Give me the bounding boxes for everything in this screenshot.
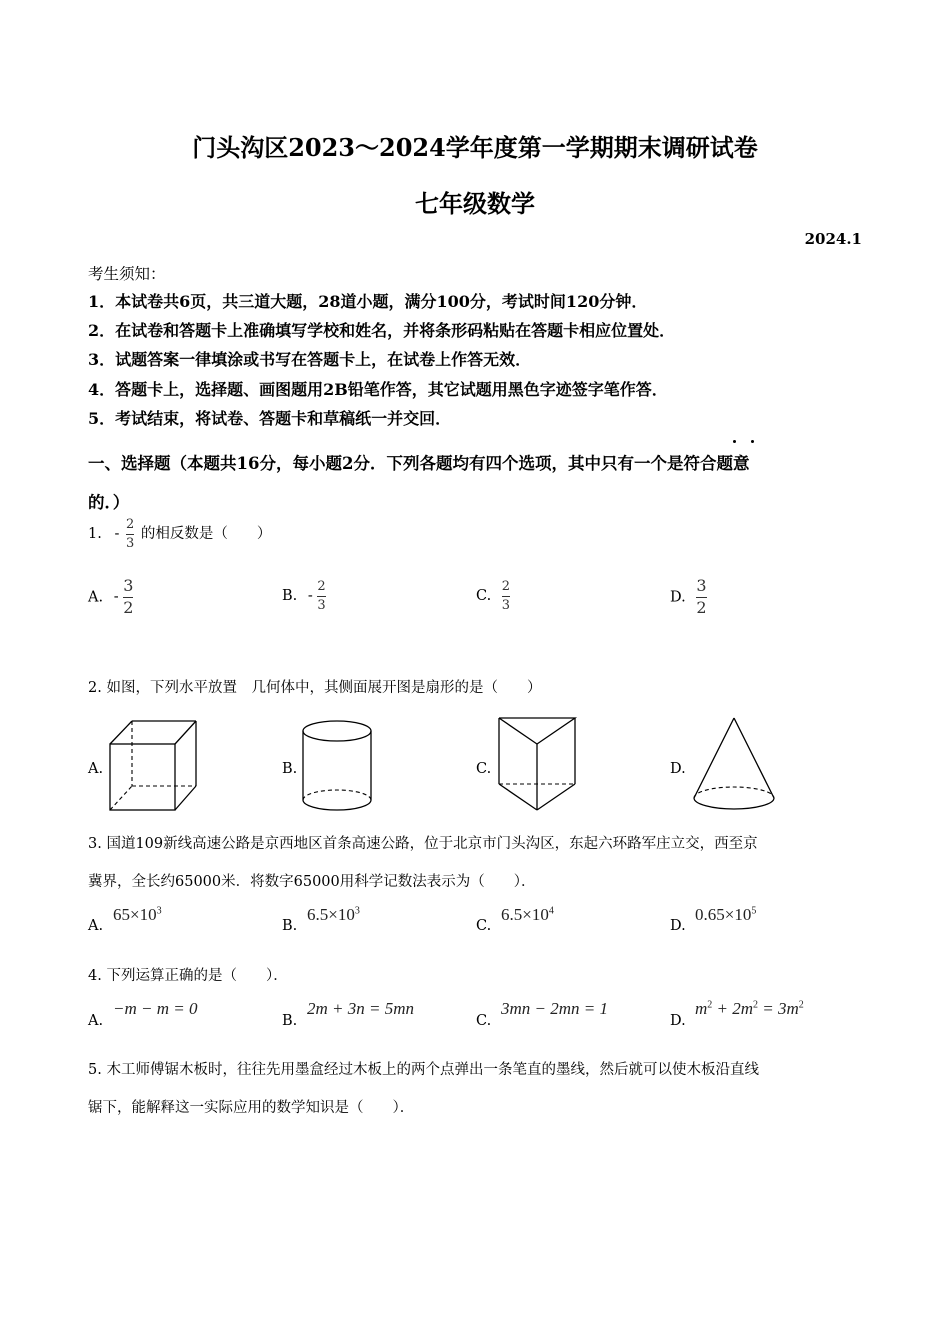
emphasis-dot — [751, 440, 754, 443]
notice-item: 5．考试结束，将试卷、答题卡和草稿纸一并交回． — [88, 409, 452, 428]
q4-option-b-expr: 2m + 3n = 5mn — [307, 999, 414, 1018]
q3-option-a-expr: $65\times 10^3$ — [113, 905, 162, 924]
cube-figure — [108, 718, 198, 813]
question-stem: 的相反数是（ ） — [140, 526, 272, 543]
notice-item: 1．本试卷共6页，共三道大题，28道小题，满分100分，考试时间120分钟． — [88, 292, 648, 311]
q2-option-a-label[interactable]: A. — [88, 761, 104, 777]
q4-option-c-label[interactable]: C. — [476, 1013, 492, 1029]
fraction: $\frac{3}{2}$ — [123, 576, 134, 617]
exam-subtitle: 七年级数学 — [415, 189, 535, 218]
minus-sign: - — [114, 526, 120, 543]
q1-option-d[interactable]: D. $\frac{3}{2}$ — [670, 576, 707, 617]
q3-option-c-label[interactable]: C. — [476, 918, 492, 934]
q3-option-d-expr: $0.65\times 10^5$ — [695, 905, 757, 924]
fraction: $\frac{2}{3}$ — [125, 517, 135, 551]
q4-option-a-label[interactable]: A. — [88, 1013, 104, 1029]
notice-item: 3．试题答案一律填涂或书写在答题卡上，在试卷上作答无效． — [88, 350, 532, 369]
notice-item: 2．在试卷和答题卡上准确填写学校和姓名，并将条形码粘贴在答题卡相应位置处． — [88, 321, 676, 340]
fraction: $\frac{2}{3}$ — [317, 579, 326, 613]
q2-option-c-label[interactable]: C. — [476, 761, 492, 777]
q3-option-c-expr: $6.5\times 10^4$ — [501, 905, 554, 924]
question-3-cont: 冀界，全长约65000米．将数字65000用科学记数法表示为（ ）． — [88, 874, 536, 890]
emphasis-dot — [733, 440, 736, 443]
notice-heading: 考生须知： — [88, 265, 166, 283]
question-4: 4. 下列运算正确的是（ ）． — [88, 968, 288, 984]
question-number: 1. — [88, 526, 102, 543]
q1-option-b[interactable]: B. - $\frac{2}{3}$ — [282, 579, 326, 613]
q4-option-d-label[interactable]: D. — [670, 1013, 686, 1029]
question-1 — [88, 518, 271, 550]
exam-date: 2024.1 — [804, 230, 862, 248]
q3-option-d-label[interactable]: D. — [670, 918, 686, 934]
question-5: 5. 木工师傅锯木板时，往往先用墨盒经过木板上的两个点弹出一条笔直的墨线，然后就可以使木板沿直线 — [88, 1062, 759, 1078]
q4-option-d-expr: $m^2 + 2m^2 = 3m^2$ — [695, 999, 804, 1018]
q3-option-b-label[interactable]: B. — [282, 918, 298, 934]
q3-option-a-label[interactable]: A. — [88, 918, 104, 934]
q3-option-b-expr: $6.5\times 10^3$ — [307, 905, 360, 924]
q2-option-d-label[interactable]: D. — [670, 761, 686, 777]
cone-figure — [692, 716, 776, 812]
question-5-cont: 锯下，能解释这一实际应用的数学知识是（ ）． — [88, 1100, 415, 1116]
question-2: 2. 如图，下列水平放置 几何体中，其侧面展开图是扇形的是（ ） — [88, 680, 542, 696]
exam-title: 门头沟区2023～2024学年度第一学期期末调研试卷 — [192, 133, 758, 162]
q1-option-a[interactable]: A. - $\frac{3}{2}$ — [88, 576, 134, 617]
triangular-prism-figure — [497, 716, 579, 812]
fraction: $\frac{3}{2}$ — [696, 576, 707, 617]
q2-option-b-label[interactable]: B. — [282, 761, 298, 777]
q4-option-b-label[interactable]: B. — [282, 1013, 298, 1029]
q4-option-a-expr: −m − m = 0 — [113, 999, 198, 1018]
section-heading-cont: 的．） — [88, 493, 130, 512]
fraction: $\frac{2}{3}$ — [501, 579, 511, 613]
q4-option-c-expr: 3mn − 2mn = 1 — [501, 999, 608, 1018]
notice-item: 4．答题卡上，选择题、画图题用2B铅笔作答，其它试题用黑色字迹签字笔作答． — [88, 380, 668, 399]
cylinder-figure — [302, 720, 374, 812]
question-3: 3. 国道109新线高速公路是京西地区首条高速公路，位于北京市门头沟区，东起六环路军庄立交，西至京 — [88, 836, 758, 852]
q1-option-c[interactable]: C. $\frac{2}{3}$ — [476, 579, 511, 613]
section-heading: 一、选择题（本题共16分，每小题2分．下列各题均有四个选项，其中只有一个是符合题意 — [88, 454, 750, 473]
